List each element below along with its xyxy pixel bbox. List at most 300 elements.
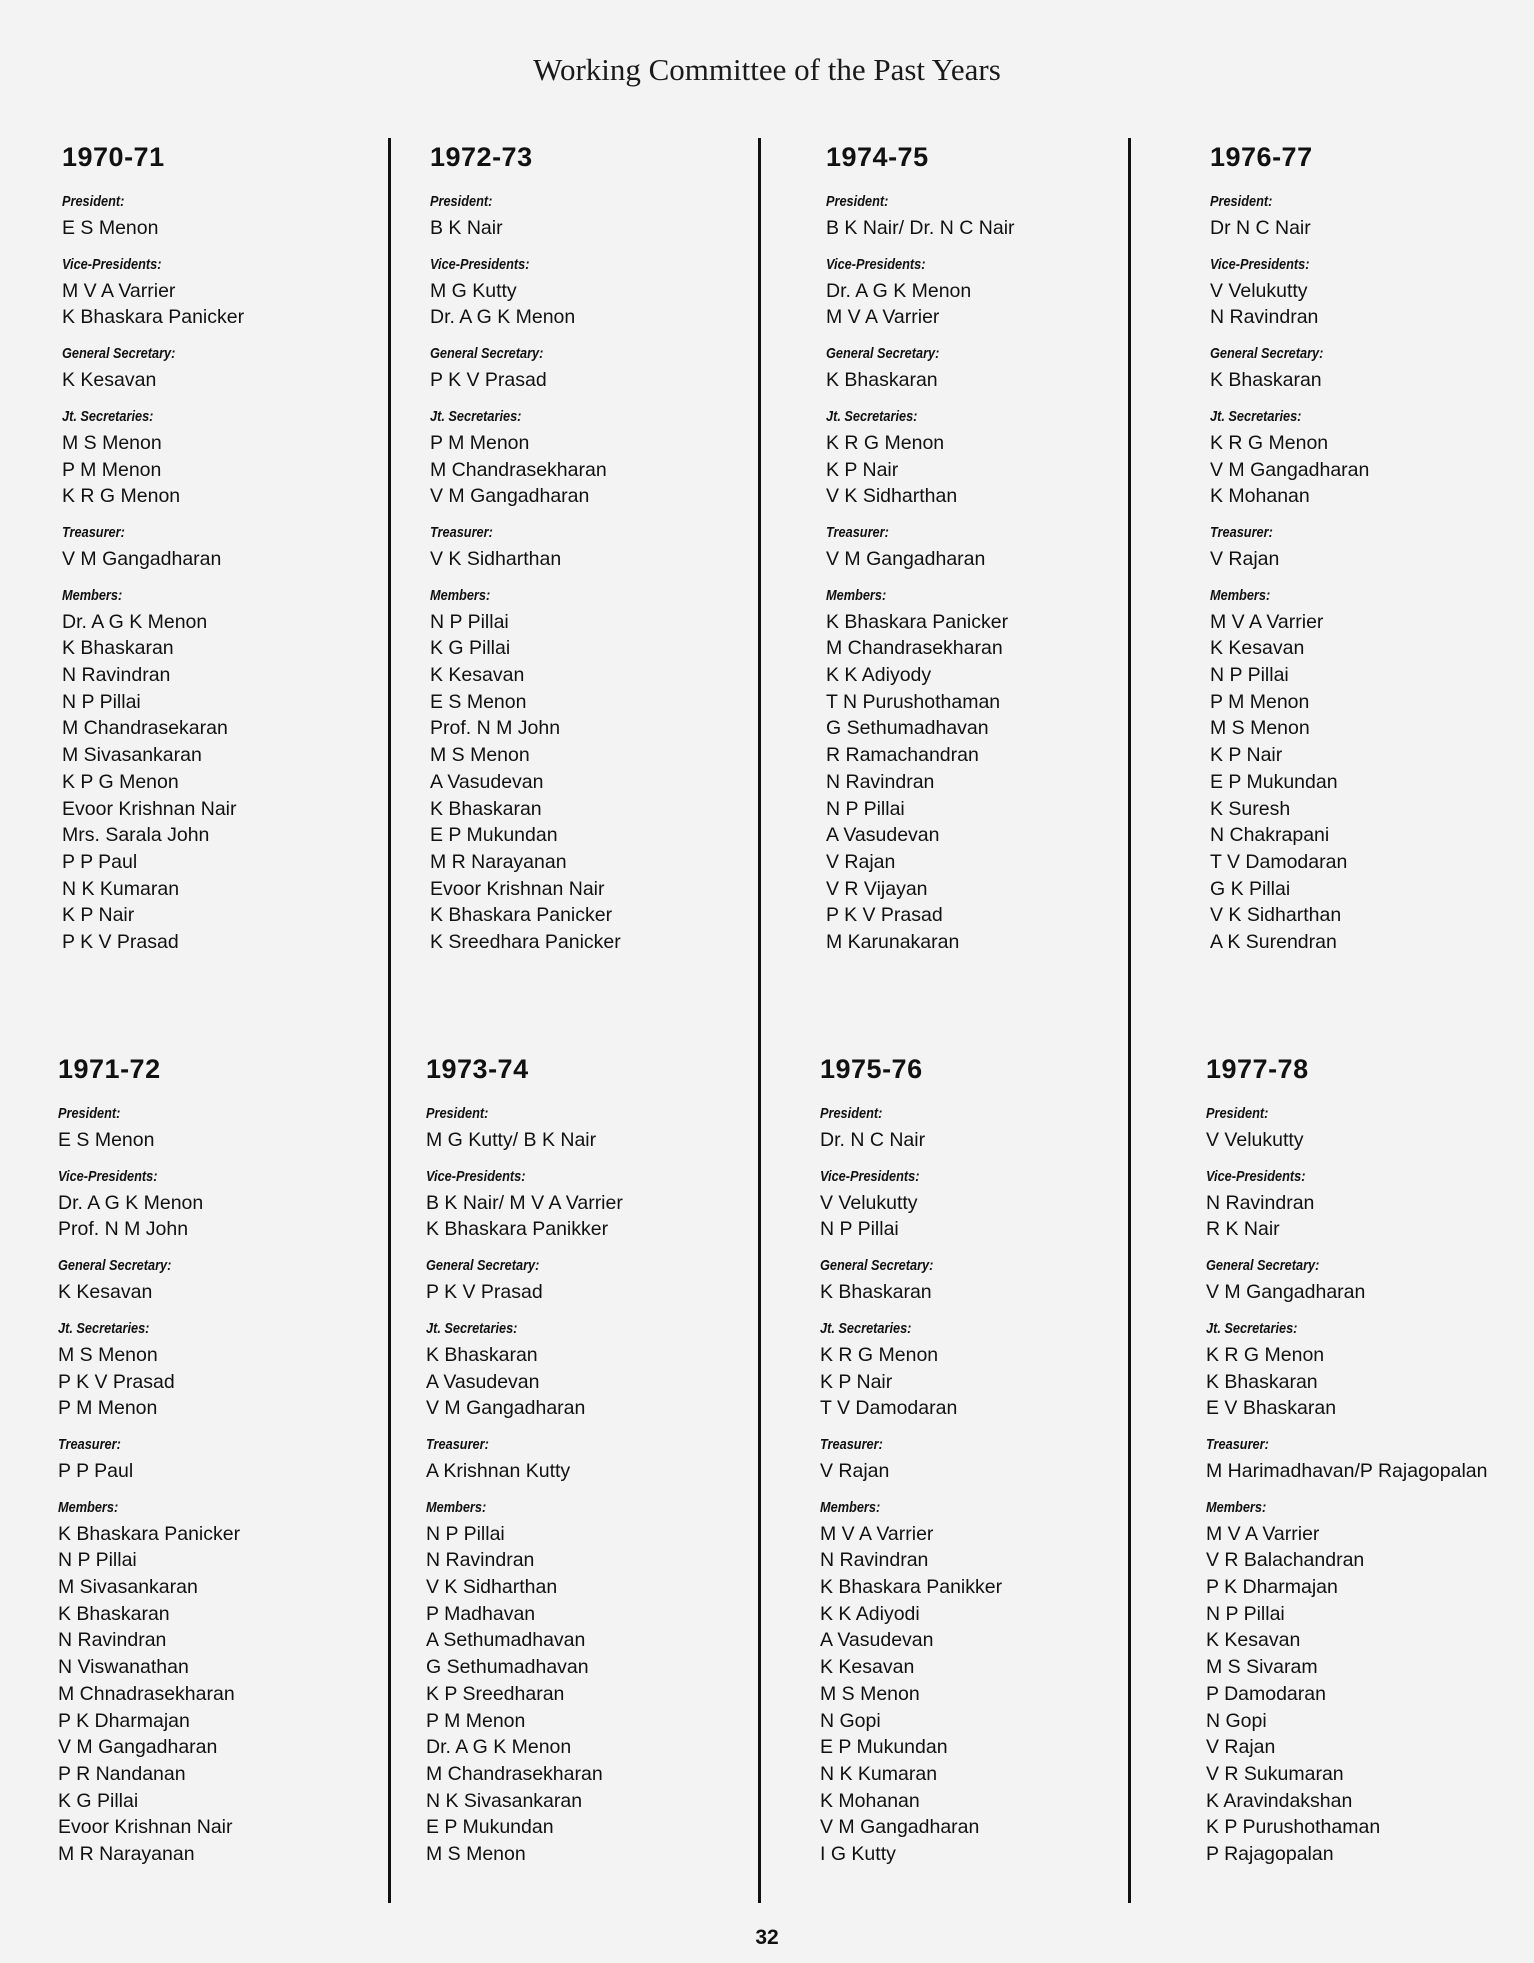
role-label: Treasurer: xyxy=(430,523,493,541)
member-name: V R Balachandran xyxy=(1206,1549,1365,1572)
member-names xyxy=(820,1521,1150,1868)
role-label: President: xyxy=(1210,193,1273,210)
member-names xyxy=(58,1279,388,1306)
member-name: V M Gangadharan xyxy=(826,547,986,570)
role-section xyxy=(1210,587,1534,956)
member-name: N K Kumaran xyxy=(62,877,180,900)
member-name: M G Kutty xyxy=(430,279,517,302)
role-label: Members: xyxy=(430,586,491,604)
member-name: P Damodaran xyxy=(1206,1682,1326,1705)
role-section xyxy=(826,408,1156,510)
member-name: M V A Varrier xyxy=(62,279,176,302)
member-name: M R Narayanan xyxy=(58,1843,195,1866)
role-section xyxy=(430,345,760,394)
member-name: V Rajan xyxy=(820,1459,890,1482)
member-name: A K Surendran xyxy=(1210,931,1337,954)
member-names xyxy=(1210,546,1534,573)
member-name: A Vasudevan xyxy=(820,1629,934,1652)
member-name: K P Nair xyxy=(1210,744,1283,767)
member-names xyxy=(58,1127,388,1154)
member-name: A Vasudevan xyxy=(430,770,544,793)
role-section xyxy=(1206,1168,1534,1243)
committee-block xyxy=(62,142,392,970)
member-name: B K Nair xyxy=(430,217,503,239)
member-names xyxy=(426,1521,756,1868)
member-name: K P Purushothaman xyxy=(1206,1816,1381,1839)
member-names xyxy=(430,278,760,331)
member-names xyxy=(62,609,392,956)
member-name: K P Nair xyxy=(62,904,135,927)
role-section xyxy=(62,408,392,510)
member-name: B K Nair/ Dr. N C Nair xyxy=(826,217,1015,239)
member-name: N K Sivasankaran xyxy=(426,1789,583,1812)
member-name: N Viswanathan xyxy=(58,1656,189,1679)
member-name: P M Menon xyxy=(1210,690,1310,713)
role-section xyxy=(58,1436,388,1485)
role-section xyxy=(1206,1105,1534,1154)
member-name: A Vasudevan xyxy=(826,824,940,847)
member-names xyxy=(62,546,392,573)
role-label: Vice-Presidents: xyxy=(426,1167,526,1185)
member-name: V Rajan xyxy=(1210,547,1280,570)
role-label: Jt. Secretaries: xyxy=(1210,407,1302,425)
role-section xyxy=(826,524,1156,573)
role-label: General Secretary: xyxy=(1210,345,1324,363)
member-name: K Kesavan xyxy=(58,1281,153,1304)
member-name: K Kesavan xyxy=(1210,637,1305,660)
committee-year: 1974-75 xyxy=(826,142,929,172)
role-label: Treasurer: xyxy=(826,523,889,541)
member-name: V Velukutty xyxy=(1210,279,1308,302)
member-name: M Harimadhavan/P Rajagopalan xyxy=(1206,1459,1488,1482)
member-name: N Gopi xyxy=(820,1709,881,1732)
member-name: N Ravindran xyxy=(426,1549,535,1572)
member-name: N Ravindran xyxy=(820,1549,929,1572)
member-name: V M Gangadharan xyxy=(62,547,222,570)
member-name: R Ramachandran xyxy=(826,744,979,767)
member-names xyxy=(426,1190,756,1243)
member-name: K Bhaskaran xyxy=(820,1281,932,1304)
committee-year: 1972-73 xyxy=(430,142,533,172)
role-section xyxy=(430,524,760,573)
role-section xyxy=(820,1105,1150,1154)
member-name: K P Nair xyxy=(820,1370,893,1393)
member-names xyxy=(1210,609,1534,956)
role-label: General Secretary: xyxy=(426,1257,540,1275)
member-names xyxy=(58,1521,388,1868)
member-name: Dr. A G K Menon xyxy=(430,306,576,329)
member-names xyxy=(430,215,760,242)
member-name: K K Adiyody xyxy=(826,664,932,687)
role-section xyxy=(62,193,392,242)
role-label: General Secretary: xyxy=(1206,1257,1320,1275)
member-names xyxy=(1206,1458,1534,1485)
role-label: President: xyxy=(62,193,125,210)
role-section xyxy=(820,1257,1150,1306)
member-names xyxy=(1206,1279,1534,1306)
member-name: K R G Menon xyxy=(1206,1343,1325,1366)
member-name: I G Kutty xyxy=(820,1843,896,1866)
member-name: V M Gangadharan xyxy=(430,485,590,508)
member-name: Prof. N M John xyxy=(58,1218,189,1241)
member-name: T V Damodaran xyxy=(820,1397,958,1420)
member-name: M S Menon xyxy=(1210,717,1310,740)
member-name: N P Pillai xyxy=(426,1522,505,1545)
role-section xyxy=(426,1168,756,1243)
member-name: G Sethumadhavan xyxy=(426,1656,589,1679)
member-name: Evoor Krishnan Nair xyxy=(430,877,605,900)
role-section xyxy=(820,1436,1150,1485)
member-name: V R Sukumaran xyxy=(1206,1762,1344,1785)
committee-block xyxy=(58,1054,388,1882)
role-section xyxy=(58,1499,388,1868)
committee-block xyxy=(820,1054,1150,1882)
role-label: Members: xyxy=(1206,1498,1267,1516)
role-label: Jt. Secretaries: xyxy=(426,1319,518,1337)
member-names xyxy=(426,1279,756,1306)
member-name: P K V Prasad xyxy=(426,1281,543,1304)
member-name: G Sethumadhavan xyxy=(826,717,989,740)
role-section xyxy=(826,345,1156,394)
member-name: P K V Prasad xyxy=(826,904,943,927)
member-names xyxy=(426,1342,756,1422)
member-name: K R G Menon xyxy=(62,485,181,508)
member-names xyxy=(1210,278,1534,331)
role-label: General Secretary: xyxy=(820,1257,934,1275)
member-name: E S Menon xyxy=(430,690,527,713)
member-name: V M Gangadharan xyxy=(1206,1281,1366,1304)
member-name: Prof. N M John xyxy=(430,717,561,740)
member-name: V Rajan xyxy=(826,850,896,873)
member-names xyxy=(1206,1342,1534,1422)
member-name: P K V Prasad xyxy=(430,369,547,392)
member-names xyxy=(820,1127,1150,1154)
member-name: V Rajan xyxy=(1206,1736,1276,1759)
member-name: M G Kutty/ B K Nair xyxy=(426,1129,597,1151)
member-name: Evoor Krishnan Nair xyxy=(62,797,237,820)
role-section xyxy=(430,193,760,242)
member-names xyxy=(62,367,392,394)
member-names xyxy=(826,367,1156,394)
member-name: K K Adiyodi xyxy=(820,1602,920,1625)
member-name: M S Sivaram xyxy=(1206,1656,1318,1679)
member-name: K G Pillai xyxy=(430,637,511,660)
member-name: V M Gangadharan xyxy=(820,1816,980,1839)
role-section xyxy=(58,1105,388,1154)
member-name: M V A Varrier xyxy=(820,1522,934,1545)
role-label: Members: xyxy=(426,1498,487,1516)
role-section xyxy=(58,1168,388,1243)
role-section xyxy=(820,1499,1150,1868)
member-name: P P Paul xyxy=(62,850,138,873)
member-name: K P Nair xyxy=(826,458,899,481)
role-section xyxy=(426,1320,756,1422)
member-name: K P G Menon xyxy=(62,770,179,793)
member-name: K Kesavan xyxy=(820,1656,915,1679)
role-label: Jt. Secretaries: xyxy=(58,1319,150,1337)
member-names xyxy=(1210,215,1534,242)
member-name: N K Kumaran xyxy=(820,1762,938,1785)
role-label: Jt. Secretaries: xyxy=(62,407,154,425)
role-label: Treasurer: xyxy=(1206,1435,1269,1453)
member-names xyxy=(826,609,1156,956)
member-name: N Ravindran xyxy=(1206,1191,1315,1214)
role-label: General Secretary: xyxy=(62,345,176,363)
member-name: A Krishnan Kutty xyxy=(426,1459,571,1482)
role-label: Vice-Presidents: xyxy=(1210,255,1310,273)
member-name: K Sreedhara Panicker xyxy=(430,931,621,954)
member-name: M S Menon xyxy=(62,431,162,454)
member-name: K G Pillai xyxy=(58,1789,139,1812)
role-section xyxy=(62,587,392,956)
role-section xyxy=(1210,193,1534,242)
member-name: P P Paul xyxy=(58,1459,134,1482)
role-label: President: xyxy=(430,193,493,210)
member-name: E P Mukundan xyxy=(430,824,558,847)
member-name: N Ravindran xyxy=(58,1629,167,1652)
member-names xyxy=(58,1190,388,1243)
member-name: K R G Menon xyxy=(1210,431,1329,454)
role-label: Members: xyxy=(1210,586,1271,604)
member-names xyxy=(826,215,1156,242)
member-name: N Ravindran xyxy=(1210,306,1319,329)
member-name: P Rajagopalan xyxy=(1206,1843,1334,1866)
role-label: Jt. Secretaries: xyxy=(430,407,522,425)
role-section xyxy=(58,1257,388,1306)
member-name: K Bhaskaran xyxy=(430,797,542,820)
role-section xyxy=(826,587,1156,956)
member-name: N P Pillai xyxy=(826,797,905,820)
member-name: V M Gangadharan xyxy=(58,1736,218,1759)
member-name: Dr. A G K Menon xyxy=(58,1191,204,1214)
member-names xyxy=(430,367,760,394)
role-label: Vice-Presidents: xyxy=(820,1167,920,1185)
member-name: E S Menon xyxy=(58,1129,155,1151)
role-label: Members: xyxy=(58,1498,119,1516)
member-name: P K V Prasad xyxy=(62,931,179,954)
member-name: M Sivasankaran xyxy=(62,744,202,767)
member-name: K Bhaskara Panicker xyxy=(62,306,245,329)
member-names xyxy=(62,215,392,242)
member-name: K Bhaskara Panicker xyxy=(826,610,1009,633)
member-names xyxy=(62,278,392,331)
role-section xyxy=(426,1436,756,1485)
member-name: K Bhaskara Panikker xyxy=(426,1218,609,1241)
role-section xyxy=(1206,1320,1534,1422)
member-name: M Karunakaran xyxy=(826,931,960,954)
role-section xyxy=(62,524,392,573)
member-name: A Vasudevan xyxy=(426,1370,540,1393)
member-name: P M Menon xyxy=(62,458,162,481)
member-name: P R Nandanan xyxy=(58,1762,186,1785)
member-name: P K Dharmajan xyxy=(1206,1576,1338,1599)
committee-block xyxy=(826,142,1156,970)
member-name: Evoor Krishnan Nair xyxy=(58,1816,233,1839)
role-label: Vice-Presidents: xyxy=(62,255,162,273)
member-name: K P Sreedharan xyxy=(426,1682,565,1705)
member-name: N Gopi xyxy=(1206,1709,1267,1732)
role-label: General Secretary: xyxy=(430,345,544,363)
member-names xyxy=(426,1127,756,1154)
member-name: M S Menon xyxy=(820,1682,920,1705)
member-name: V K Sidharthan xyxy=(826,485,958,508)
member-name: P M Menon xyxy=(58,1397,158,1420)
member-name: V Velukutty xyxy=(820,1191,918,1214)
member-name: V R Vijayan xyxy=(826,877,928,900)
member-name: N Chakrapani xyxy=(1210,824,1330,847)
member-name: M V A Varrier xyxy=(826,306,940,329)
role-label: Treasurer: xyxy=(426,1435,489,1453)
role-label: General Secretary: xyxy=(826,345,940,363)
role-label: Vice-Presidents: xyxy=(826,255,926,273)
committee-year: 1970-71 xyxy=(62,142,165,172)
role-label: Jt. Secretaries: xyxy=(820,1319,912,1337)
member-name: M Chandrasekharan xyxy=(430,458,607,481)
member-name: M R Narayanan xyxy=(430,850,567,873)
member-name: T N Purushothaman xyxy=(826,690,1001,713)
member-name: E P Mukundan xyxy=(820,1736,948,1759)
role-label: Jt. Secretaries: xyxy=(826,407,918,425)
role-section xyxy=(430,256,760,331)
member-names xyxy=(826,430,1156,510)
role-section xyxy=(820,1320,1150,1422)
page-number: 32 xyxy=(755,1926,779,1949)
page-title: Working Committee of the Past Years xyxy=(533,52,1001,87)
role-section xyxy=(1206,1257,1534,1306)
member-name: K Bhaskaran xyxy=(62,637,174,660)
member-name: N P Pillai xyxy=(430,610,509,633)
member-name: K Kesavan xyxy=(62,369,157,392)
member-name: K Bhaskara Panicker xyxy=(430,904,613,927)
member-name: K Bhaskara Panicker xyxy=(58,1522,241,1545)
member-name: M Chandrasekharan xyxy=(426,1762,603,1785)
member-name: E S Menon xyxy=(62,217,159,239)
role-label: Members: xyxy=(826,586,887,604)
role-label: Members: xyxy=(62,586,123,604)
member-names xyxy=(62,430,392,510)
committee-block xyxy=(1206,1054,1534,1882)
committee-block xyxy=(430,142,760,970)
member-name: M S Menon xyxy=(430,744,530,767)
member-names xyxy=(58,1458,388,1485)
member-name: P Madhavan xyxy=(426,1602,536,1625)
committee-block xyxy=(426,1054,756,1882)
role-section xyxy=(426,1499,756,1868)
member-name: Mrs. Sarala John xyxy=(62,824,210,847)
member-name: G K Pillai xyxy=(1210,877,1291,900)
role-section xyxy=(430,408,760,510)
committee-year: 1977-78 xyxy=(1206,1054,1309,1084)
role-label: Treasurer: xyxy=(1210,523,1273,541)
member-name: B K Nair/ M V A Varrier xyxy=(426,1191,623,1214)
member-names xyxy=(430,430,760,510)
role-section xyxy=(62,345,392,394)
member-name: P K V Prasad xyxy=(58,1370,175,1393)
member-names xyxy=(820,1342,1150,1422)
member-name: K Suresh xyxy=(1210,797,1291,820)
member-name: E P Mukundan xyxy=(1210,770,1338,793)
member-name: M V A Varrier xyxy=(1206,1522,1320,1545)
role-label: President: xyxy=(820,1105,883,1122)
member-name: K R G Menon xyxy=(826,431,945,454)
member-name: K Bhaskaran xyxy=(426,1343,538,1366)
role-section xyxy=(1206,1499,1534,1868)
role-section xyxy=(1206,1436,1534,1485)
role-section xyxy=(430,587,760,956)
member-names xyxy=(58,1342,388,1422)
member-names xyxy=(1206,1190,1534,1243)
member-name: M Sivasankaran xyxy=(58,1576,198,1599)
member-name: K Bhaskaran xyxy=(1210,369,1322,392)
member-name: K Kesavan xyxy=(1206,1629,1301,1652)
role-label: Treasurer: xyxy=(820,1435,883,1453)
member-name: N Ravindran xyxy=(62,664,171,687)
member-names xyxy=(820,1190,1150,1243)
role-label: General Secretary: xyxy=(58,1257,172,1275)
member-name: N P Pillai xyxy=(820,1218,899,1241)
role-label: President: xyxy=(426,1105,489,1122)
member-name: Dr. N C Nair xyxy=(820,1129,926,1151)
member-name: N Ravindran xyxy=(826,770,935,793)
member-name: K Bhaskaran xyxy=(58,1602,170,1625)
member-names xyxy=(826,546,1156,573)
member-name: N P Pillai xyxy=(1210,664,1289,687)
member-name: E P Mukundan xyxy=(426,1816,554,1839)
member-name: Dr. A G K Menon xyxy=(426,1736,572,1759)
role-section xyxy=(1210,345,1534,394)
member-name: V K Sidharthan xyxy=(1210,904,1342,927)
role-label: Jt. Secretaries: xyxy=(1206,1319,1298,1337)
role-section xyxy=(58,1320,388,1422)
member-name: M V A Varrier xyxy=(1210,610,1324,633)
member-name: K Kesavan xyxy=(430,664,525,687)
role-section xyxy=(426,1105,756,1154)
member-names xyxy=(1206,1521,1534,1868)
role-label: Treasurer: xyxy=(62,523,125,541)
role-section xyxy=(1210,256,1534,331)
committee-year: 1971-72 xyxy=(58,1054,161,1084)
member-names xyxy=(1206,1127,1534,1154)
committee-block xyxy=(1210,142,1534,970)
member-name: K Bhaskaran xyxy=(1206,1370,1318,1393)
member-name: N P Pillai xyxy=(58,1549,137,1572)
member-name: M Chnadrasekharan xyxy=(58,1682,235,1705)
role-label: Vice-Presidents: xyxy=(1206,1167,1306,1185)
member-name: E V Bhaskaran xyxy=(1206,1397,1337,1420)
member-name: K Mohanan xyxy=(1210,485,1310,508)
member-name: P M Menon xyxy=(430,431,530,454)
role-section xyxy=(1210,524,1534,573)
role-section xyxy=(1210,408,1534,510)
member-names xyxy=(1210,367,1534,394)
role-label: Members: xyxy=(820,1498,881,1516)
member-name: T V Damodaran xyxy=(1210,850,1348,873)
member-name: M Chandrasekharan xyxy=(826,637,1003,660)
member-name: K Bhaskara Panikker xyxy=(820,1576,1003,1599)
member-name: V K Sidharthan xyxy=(430,547,562,570)
member-name: A Sethumadhavan xyxy=(426,1629,586,1652)
member-name: P M Menon xyxy=(426,1709,526,1732)
member-name: P K Dharmajan xyxy=(58,1709,190,1732)
member-name: V M Gangadharan xyxy=(1210,458,1370,481)
member-name: Dr N C Nair xyxy=(1210,217,1311,239)
member-name: V Velukutty xyxy=(1206,1129,1304,1151)
role-section xyxy=(820,1168,1150,1243)
role-section xyxy=(826,193,1156,242)
member-name: M S Menon xyxy=(58,1343,158,1366)
committee-year: 1973-74 xyxy=(426,1054,529,1084)
member-name: N P Pillai xyxy=(62,690,141,713)
